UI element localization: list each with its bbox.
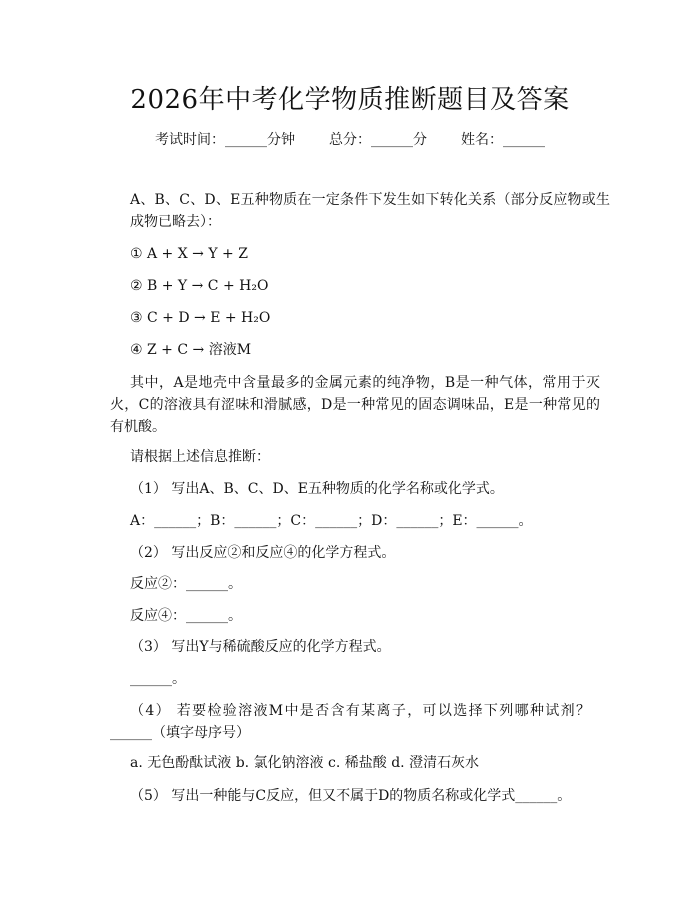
reaction-2: ② B + Y → C + H₂O bbox=[130, 278, 269, 294]
question-3: （3） 写出Y与稀硫酸反应的化学方程式。 bbox=[130, 639, 391, 655]
question-5: （5） 写出一种能与C反应，但又不属于D的物质名称或化学式______。 bbox=[130, 788, 572, 804]
exam-meta bbox=[0, 130, 700, 150]
reaction-3: ③ C + D → E + H₂O bbox=[130, 310, 271, 326]
question-2: （2） 写出反应②和反应④的化学方程式。 bbox=[130, 545, 396, 561]
question-4: （4） 若要检验溶液M中是否含有某离子，可以选择下列哪种试剂？______（填字母序号） bbox=[110, 703, 590, 741]
question-2-answer-2: 反应④：______。 bbox=[130, 608, 242, 624]
question-3-answer: ______。 bbox=[130, 671, 186, 687]
document-title: 2026年中考化学物质推断题目及答案 bbox=[130, 85, 570, 115]
question-1-answer: A：______；B：______；C：______；D：______；E：______。 bbox=[130, 513, 533, 529]
question-4-options: a. 无色酚酞试液 b. 氯化钠溶液 c. 稀盐酸 d. 澄清石灰水 bbox=[130, 755, 480, 771]
exam-time-field: 考试时间：______分钟 bbox=[155, 132, 295, 148]
question-2-answer-1: 反应②：______。 bbox=[130, 576, 242, 592]
instruction-text: 请根据上述信息推断： bbox=[130, 449, 270, 465]
description-paragraph: 其中，A是地壳中含量最多的金属元素的纯净物，B是一种气体，常用于灭火，C的溶液具有涩味和滑腻感，D是一种常见的固态调味品，E是一种常见的有机酸。 bbox=[110, 375, 600, 435]
question-1: （1） 写出A、B、C、D、E五种物质的化学名称或化学式。 bbox=[130, 481, 504, 497]
reaction-4: ④ Z + C → 溶液M bbox=[130, 342, 252, 358]
reaction-1: ① A + X → Y + Z bbox=[130, 246, 248, 262]
student-name-field: 姓名：______ bbox=[461, 132, 545, 148]
intro-paragraph: A、B、C、D、E五种物质在一定条件下发生如下转化关系（部分反应物或生成物已略去）： bbox=[130, 192, 610, 230]
total-score-field: 总分：______分 bbox=[329, 132, 427, 148]
